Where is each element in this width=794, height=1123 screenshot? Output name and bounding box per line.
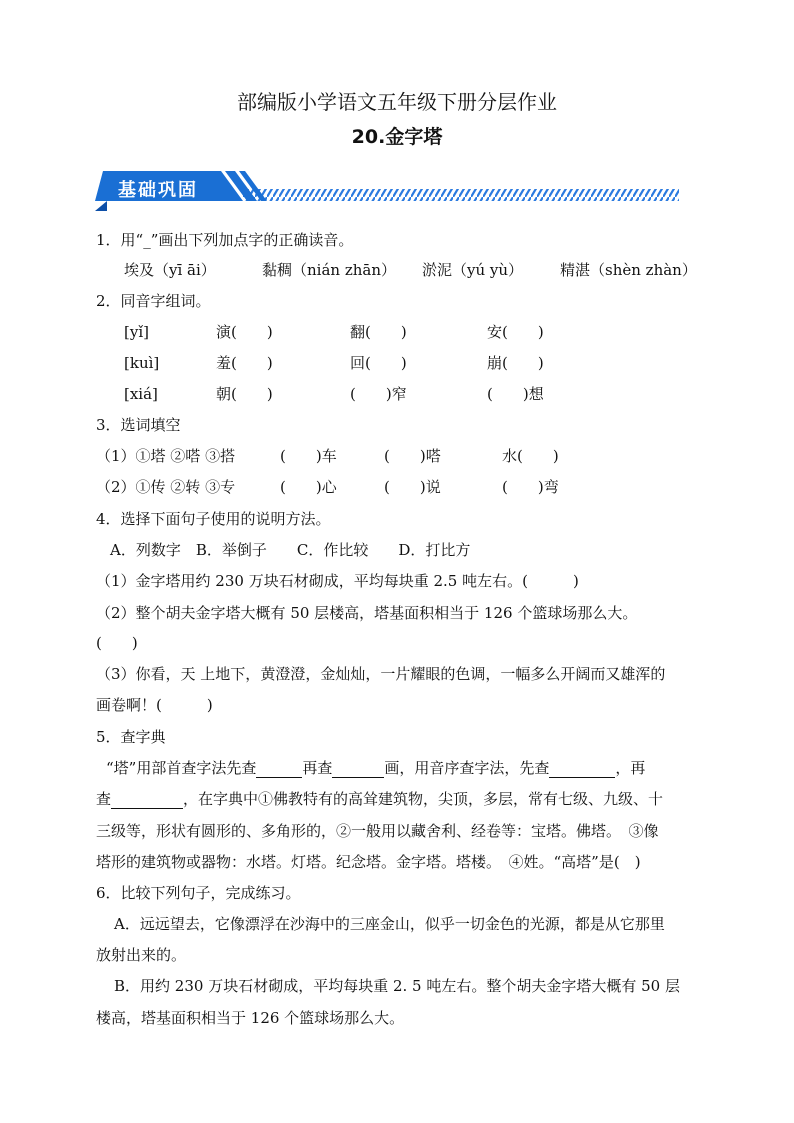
banner-label: 基础巩固: [118, 180, 198, 201]
q4-options: A．列数字 B．举倒子 C．作比较 D．打比方: [110, 541, 471, 559]
q4-sentence-2: （2）整个胡夫金字塔大概有 50 层楼高，塔基面积相当于 126 个篮球场那么大。: [96, 604, 638, 622]
q3-options-1: （1）①塔 ②嗒 ③搭: [96, 447, 236, 465]
q5-stem: 5．查字典: [96, 728, 166, 746]
q2-blank: 安( ): [487, 323, 544, 341]
q4-sentence-1: （1）金字塔用约 230 万块石材砌成，平均每块重 2.5 吨左右。( ): [96, 572, 579, 590]
q3-blank: ( )嗒: [384, 447, 441, 465]
answer-blank[interactable]: [549, 761, 615, 778]
q3-blank: ( )说: [384, 478, 441, 496]
q2-pinyin-1: [yǐ]: [124, 323, 149, 341]
q2-blank: 崩( ): [487, 354, 544, 372]
q5-paragraph-line-2: [96, 789, 663, 809]
q2-pinyin-3: [xiá]: [124, 385, 158, 403]
q5-text: 画，用音序查字法，先查: [384, 759, 550, 777]
q3-blank: ( )车: [280, 447, 337, 465]
q4-sentence-3-tail: 画卷啊！( ): [96, 696, 213, 714]
q5-paragraph-line-3: 三级等，形状有圆形的、多角形的，②一般用以藏舍利、经卷等：宝塔。佛塔。 ③像: [96, 822, 659, 840]
q6-sentence-a-line-1: A．远远望去，它像漂浮在沙海中的三座金山，似乎一切金色的光源，都是从它那里: [114, 915, 665, 933]
q4-sentence-3: （3）你看，天 上地下，黄澄澄，金灿灿，一片耀眼的色调，一幅多么开阔而又雄浑的: [96, 665, 666, 683]
q3-blank: 水( ): [502, 447, 559, 465]
q2-blank: ( )想: [487, 385, 544, 403]
q4-sentence-2-answer: ( ): [96, 634, 138, 652]
answer-blank[interactable]: [256, 761, 302, 778]
q4-stem: 4．选择下面句子使用的说明方法。: [96, 510, 331, 528]
q2-blank: 回( ): [350, 354, 407, 372]
q2-blank: 羞( ): [216, 354, 273, 372]
q5-paragraph-line-4: 塔形的建筑物或器物：水塔。灯塔。纪念塔。金字塔。塔楼。 ④姓。“高塔”是( ): [96, 853, 641, 871]
q5-text: ，再: [615, 759, 646, 777]
q2-pinyin-2: [kuì]: [124, 354, 160, 372]
q6-sentence-b-line-2: 楼高，塔基面积相当于 126 个篮球场那么大。: [96, 1009, 405, 1027]
q3-blank: ( )弯: [502, 478, 559, 496]
q2-blank: 演( ): [216, 323, 273, 341]
q5-text: “塔”用部首查字法先查: [106, 759, 257, 777]
q6-sentence-a-line-2: 放射出来的。: [96, 946, 187, 964]
lesson-title: 20.金字塔: [351, 126, 443, 148]
q1-stem: 1．用“_”画出下列加点字的正确读音。: [96, 231, 354, 249]
q2-blank: 翻( ): [350, 323, 407, 341]
q5-text: 再查: [302, 759, 333, 777]
q6-stem: 6．比较下列句子，完成练习。: [96, 884, 301, 902]
q1-item-1: 埃及（yī āi）: [124, 261, 216, 279]
q3-options-2: （2）①传 ②转 ③专: [96, 478, 236, 496]
q2-stem: 2．同音字组词。: [96, 292, 211, 310]
q3-blank: ( )心: [280, 478, 337, 496]
q5-paragraph-line-1: [106, 758, 645, 778]
q2-blank: 朝( ): [216, 385, 273, 403]
q2-blank: ( )窄: [350, 385, 407, 403]
answer-blank[interactable]: [332, 761, 384, 778]
q5-text: ，在字典中①佛教特有的高耸建筑物，尖顶，多层，常有七级、九级、十: [183, 790, 664, 808]
q1-item-3: 淤泥（yú yù）: [422, 261, 524, 279]
q6-sentence-b-line-1: B．用约 230 万块石材砌成，平均每块重 2. 5 吨左右。整个胡夫金字塔大概有 50 层: [114, 977, 680, 995]
q5-text: 查: [96, 790, 112, 808]
q3-stem: 3．选词填空: [96, 416, 181, 434]
q1-item-2: 黏稠（nián zhān）: [262, 261, 396, 279]
answer-blank[interactable]: [111, 792, 183, 809]
worksheet-title: 部编版小学语文五年级下册分层作业: [237, 90, 557, 114]
q1-item-4: 精湛（shèn zhàn）: [560, 261, 697, 279]
